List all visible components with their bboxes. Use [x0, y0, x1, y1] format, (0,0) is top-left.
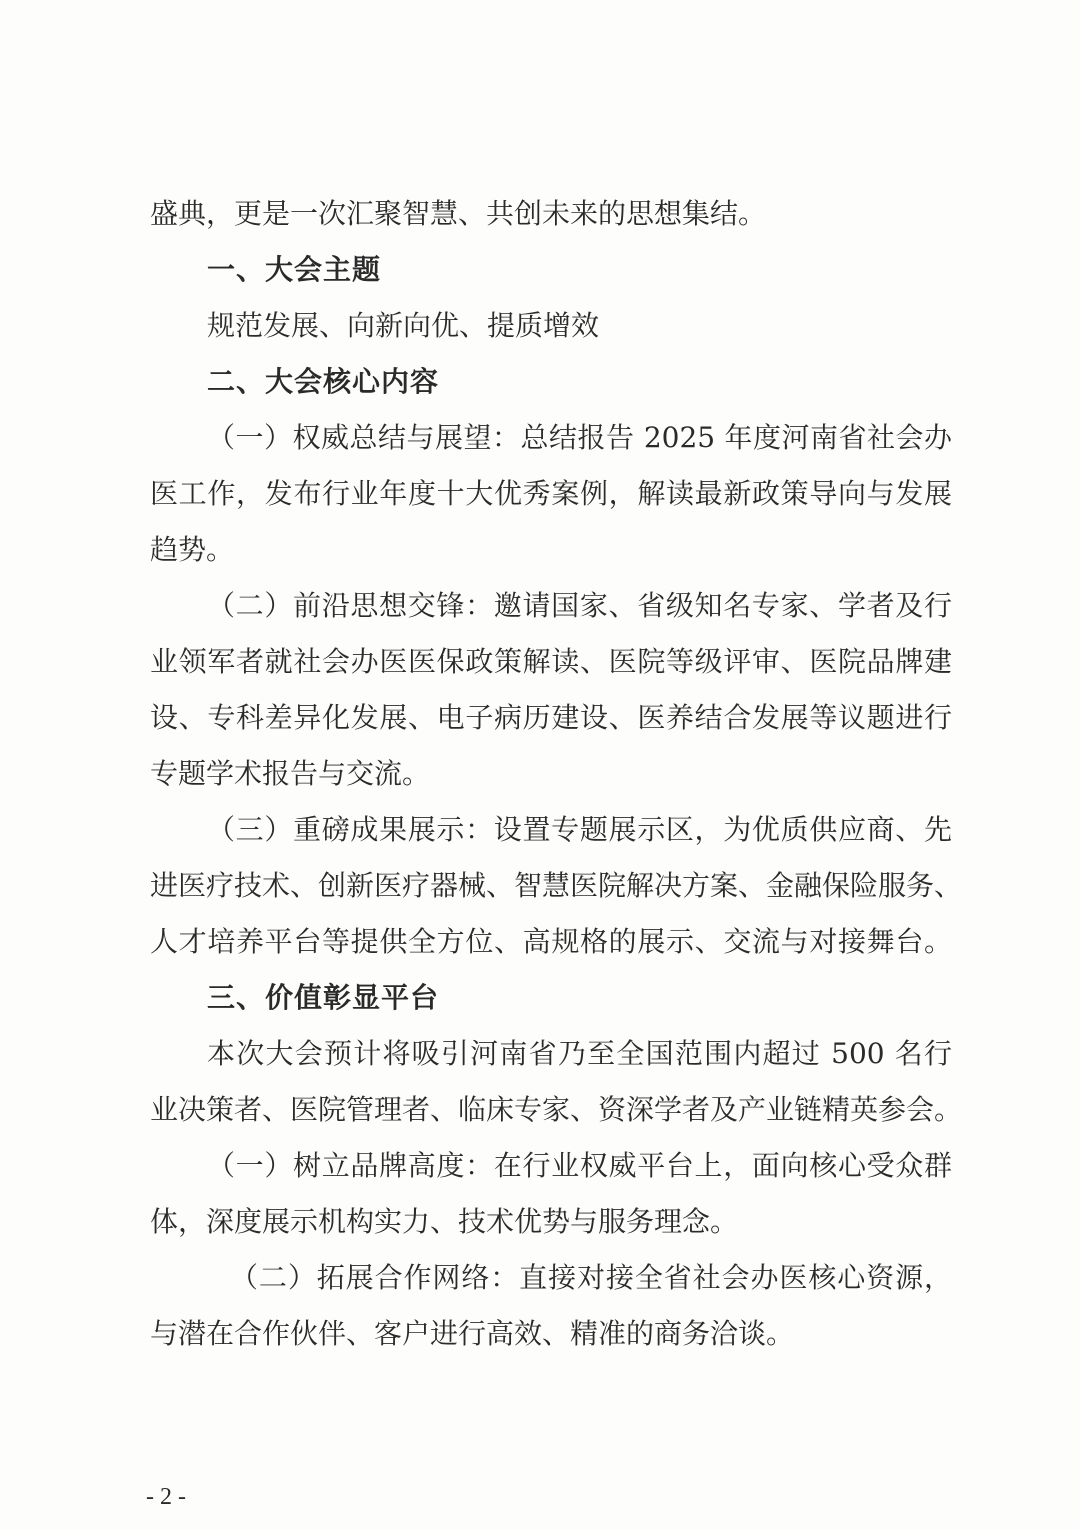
paragraph-line: 业决策者、医院管理者、临床专家、资深学者及产业链精英参会。	[150, 1093, 963, 1126]
paragraph-line: （二）拓展合作网络：直接对接全省社会办医核心资源，	[230, 1261, 952, 1294]
paragraph-line: 业领军者就社会办医医保政策解读、医院等级评审、医院品牌建	[150, 645, 952, 678]
document-body	[150, 186, 963, 1362]
paragraph-line: 医工作，发布行业年度十大优秀案例，解读最新政策导向与发展	[150, 477, 952, 510]
section-heading-core-content: 二、大会核心内容	[207, 365, 440, 398]
paragraph-line: （一）树立品牌高度：在行业权威平台上，面向核心受众群	[207, 1149, 952, 1182]
paragraph-line: （一）权威总结与展望：总结报告 2025 年度河南省社会办	[207, 421, 952, 454]
paragraph-line: 趋势。	[150, 533, 235, 566]
paragraph-line: 本次大会预计将吸引河南省乃至全国范围内超过 500 名行	[207, 1037, 952, 1070]
page-number: - 2 -	[146, 1484, 186, 1510]
paragraph-line: 与潜在合作伙伴、客户进行高效、精准的商务洽谈。	[150, 1317, 795, 1350]
paragraph-line: 体，深度展示机构实力、技术优势与服务理念。	[150, 1205, 739, 1238]
paragraph-line: 进医疗技术、创新医疗器械、智慧医院解决方案、金融保险服务、	[150, 869, 963, 902]
paragraph-line: 设、专科差异化发展、电子病历建设、医养结合发展等议题进行	[150, 701, 952, 734]
paragraph-line: 盛典，更是一次汇聚智慧、共创未来的思想集结。	[150, 197, 767, 230]
paragraph-line: 人才培养平台等提供全方位、高规格的展示、交流与对接舞台。	[150, 925, 952, 958]
paragraph-line: 专题学术报告与交流。	[150, 757, 431, 790]
section-heading-theme: 一、大会主题	[207, 253, 382, 286]
paragraph-line: （三）重磅成果展示：设置专题展示区，为优质供应商、先	[207, 813, 952, 846]
section-heading-value-platform: 三、价值彰显平台	[207, 981, 440, 1014]
paragraph-line: （二）前沿思想交锋：邀请国家、省级知名专家、学者及行	[207, 589, 952, 622]
theme-text: 规范发展、向新向优、提质增效	[207, 309, 600, 342]
